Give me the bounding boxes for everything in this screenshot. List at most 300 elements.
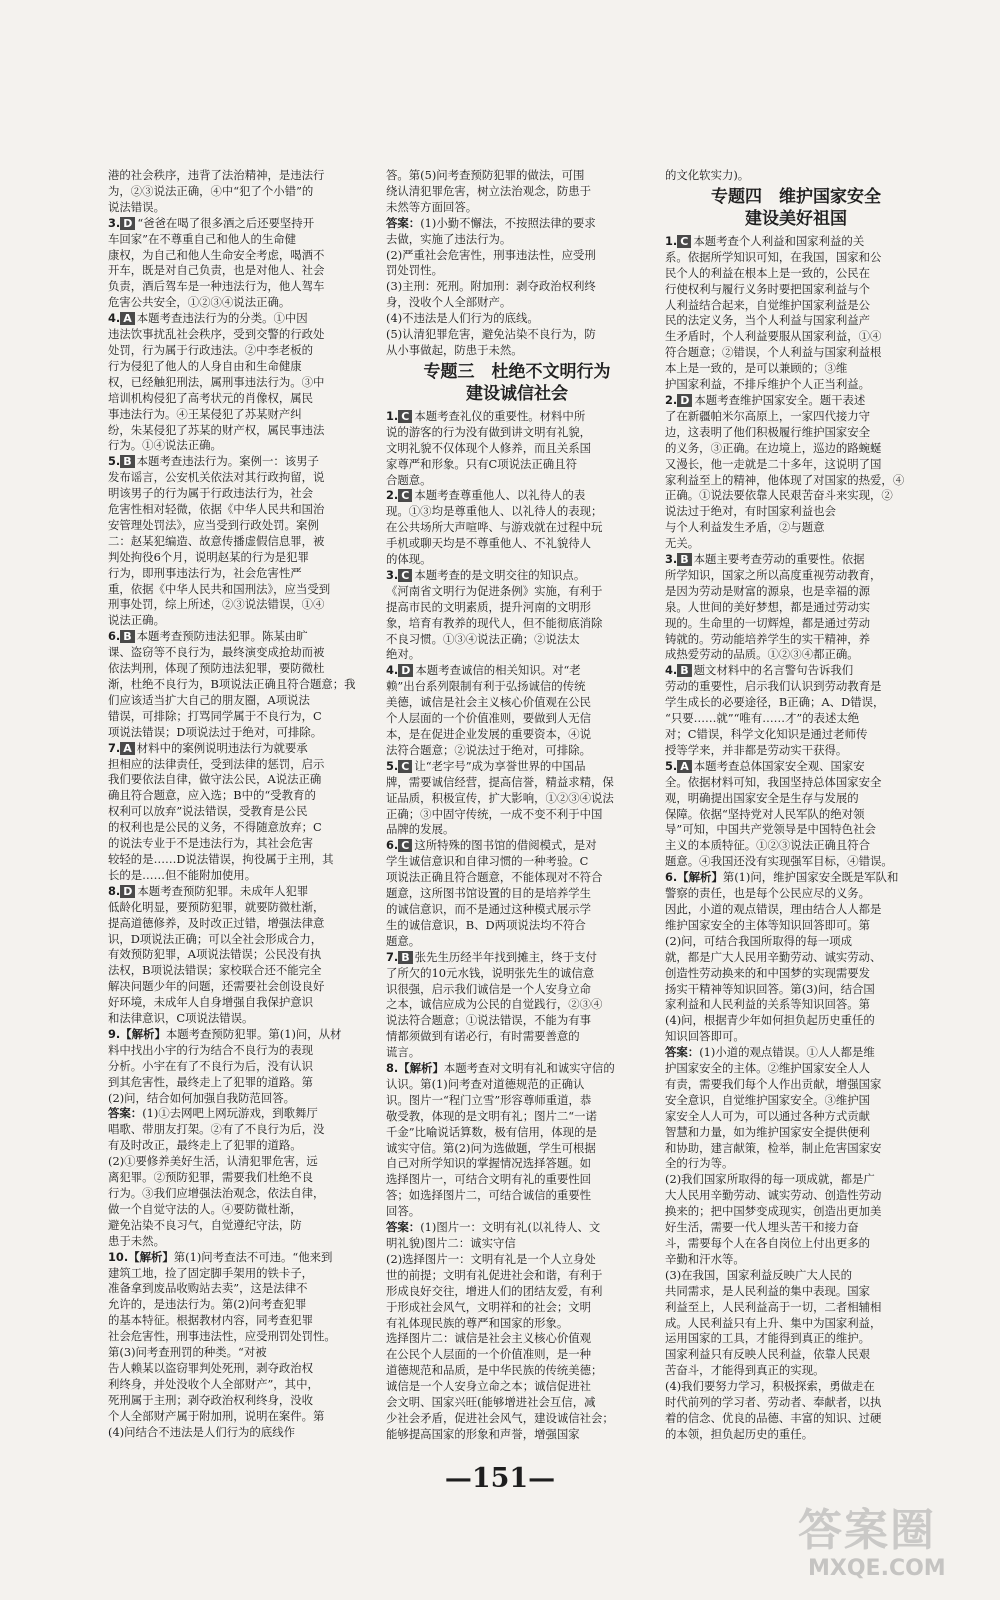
question-line [108,279,370,295]
question-line [108,438,370,454]
question-line [386,934,648,950]
question-number: 8. [108,883,121,898]
answer-text: 会文明、国家兴旺(能够增进社会互信，减 [386,1395,596,1410]
question-text: (4)问结合不违法是人们行为的底线作 [108,1424,295,1439]
topic-heading [386,361,648,405]
question-line [108,502,370,518]
question-line [108,1393,370,1409]
answer-text: (3)主刑：死刑。附加刑：剥夺政治权利终 [386,279,596,294]
question-number: 6. [665,870,678,885]
answer-text: 有及时改正，最终走上了犯罪的道路。 [108,1138,302,1153]
question-text: 低龄化明显，要预防犯罪，就要防微杜渐， [108,899,325,914]
question-line [108,725,370,741]
question-line [386,520,648,536]
question-text: 边，这表明了他们积极履行维护国家安全 [665,424,871,439]
question-line [386,441,648,457]
question-text: 本题考查的是文明交往的知识点。 [414,567,586,582]
question-text: 提高市民的文明素质，提升河南的文明形 [386,599,592,614]
answer-text: (2)严重社会危害性，刑事违法性，应受刑 [386,247,596,262]
question-text: 康权，为自己和他人生命安全考虑，喝酒不 [108,247,325,262]
question-number: 1. [665,233,678,248]
answer-line [108,1106,370,1122]
question-text: 认识。第(1)问考查对道德规范的正确认 [386,1076,585,1091]
question-text: 证品质，积极宣传，扩大影响，①②③④说法 [386,790,614,805]
question-text: 法符合题意；②说法过于绝对，可排除。 [386,742,592,757]
answer-line [386,1220,648,1236]
question-line [386,1013,648,1029]
question-line [386,886,648,902]
answer-badge: B [120,455,134,468]
question-text: 渐，杜绝不良行为，B项说法正确且符合题意；我 [108,677,356,691]
question-text: 有效预防犯罪，A项说法错误；公民没有执 [108,947,322,962]
answer-badge: A [677,760,692,773]
question-line [386,1109,648,1125]
answer-badge: C [398,410,412,423]
question-text: 本题考查个人利益和国家利益的关 [693,233,865,248]
answer-line [108,1154,370,1170]
answer-line [665,1284,927,1300]
question-text: (2)问，可结合我国所取得的每一项成 [665,933,852,948]
question-number: 7. [386,949,399,964]
question-line [665,473,927,489]
question-line [108,741,370,757]
answer-label: 答案： [665,1045,700,1060]
question-item [108,216,370,311]
question-text: 行为，即刑事违法行为，社会危害性严 [108,565,302,580]
question-line [386,807,648,823]
question-text: 全。依据材料可知，我国坚持总体国家安全 [665,774,882,789]
question-text: 车回家”在不尊重自己和他人的生命健 [108,231,297,246]
answer-text: 离犯罪。②预防犯罪，需要我们杜绝不良 [108,1170,314,1185]
question-number: 6. [386,838,399,853]
answer-label: 答案： [386,1220,421,1235]
question-text: 维护国家安全的主体等知识回答即可。第 [665,917,871,932]
question-line [108,1297,370,1313]
question-line [665,266,927,282]
question-line [386,997,648,1013]
question-text: 二：赵某犯编造、故意传播虚假信息罪，被 [108,533,325,548]
answer-text: 换来的；把中国梦变成现实，创造出更加美 [665,1204,882,1219]
question-text: 第(3)问考查刑罚的种类。“对被 [108,1345,267,1360]
question-line [108,1313,370,1329]
question-text: 本题考查预防违法犯罪。陈某由旷 [136,629,308,644]
question-text: 题意。④我国还没有实现强军目标，④错误。 [665,854,893,869]
question-text: 张先生历经半年找到摊主，终于支付 [414,949,597,964]
question-text: 保障。依据“坚持党对人民军队的绝对领 [665,806,865,821]
question-number: 5. [665,758,678,773]
question-text: 危害公共安全，①②③④说法正确。 [108,295,291,310]
answer-line [386,1252,648,1268]
question-item [386,409,648,489]
answer-text: 患于未然。 [108,1233,165,1248]
question-text: 又漫长，他一走就是二十多年，这说明了国 [665,456,882,471]
answer-line [108,1122,370,1138]
question-line [665,822,927,838]
question-text: 第(1)问，维护国家安全既是军队和 [722,870,899,885]
question-line [108,1345,370,1361]
answer-text: 大人民用辛勤劳动、诚实劳动、创造性劳动 [665,1188,882,1203]
answer-line [665,1347,927,1363]
answer-text: 有礼体现民族的尊严和国家的形象。 [386,1315,569,1330]
question-text: 敬受教，体现的是文明有礼；图片二“一诺 [386,1108,597,1123]
question-text: 本上是一致的，是可以兼顾的；③维 [665,361,848,376]
question-line [665,457,927,473]
answer-text: 全的行为等。 [665,1156,734,1171]
question-line [386,1172,648,1188]
question-text: 题意，这所图书馆设置的目的是培养学生 [386,886,592,901]
question-line [108,916,370,932]
page-number: —151— [444,1463,556,1494]
question-line [386,457,648,473]
question-line [108,852,370,868]
analysis-tag: 【解析】 [120,1026,166,1041]
question-text: 对；C错误，科学文化知识是通过老师传 [665,727,868,741]
question-line [386,854,648,870]
answer-text: 选择图片二：诚信是社会主义核心价值观 [386,1331,592,1346]
continued-line: 绕认清犯罪危害，树立法治观念，防患于 [386,183,592,198]
question-text: 人利益结合起来，自觉维护国家利益是公 [665,297,871,312]
question-line [386,1188,648,1204]
question-line [108,295,370,311]
question-text: 材料中的案例说明违法行为就要承 [136,740,308,755]
question-text: 利终身，并处没收个人全部财产”，其中， [108,1376,319,1391]
question-line [108,327,370,343]
question-text: 个人全部财产属于附加刑，说明在案件。第 [108,1408,325,1423]
question-number: 9. [108,1026,121,1041]
question-text: 担相应的法律责任，受到法律的惩罚，启示 [108,756,325,771]
question-text: 主义的本质特征。①②③说法正确且符合 [665,838,871,853]
answer-badge: C [398,569,412,582]
question-line [386,568,648,584]
question-text: (2)问，结合如何加强自我防范回答。 [108,1090,295,1105]
question-line [386,775,648,791]
answer-badge: B [120,630,134,643]
answer-line [386,216,648,232]
question-text: 答；如选择图片二，可结合诚信的重要性 [386,1188,592,1203]
answer-text: 避免沾染不良习气，自觉遵纪守法，防 [108,1217,302,1232]
question-line [665,791,927,807]
question-line [386,870,648,886]
answer-text: 道德规范和品质，是中华民族的传统美德； [386,1363,603,1378]
question-line [108,375,370,391]
answer-text: (5)认清犯罪危害，避免沾染不良行为，防 [386,327,596,342]
question-text: 允许的，是违法行为。第(2)问考查犯罪 [108,1297,307,1312]
answer-line [665,1268,927,1284]
question-text: 自己对所学知识的掌握情况选择答题。如 [386,1156,592,1171]
answer-badge: D [120,217,135,230]
answer-line [665,1316,927,1332]
answer-text: 安全意识，自觉维护国家安全。③维护国 [665,1092,871,1107]
question-text: 识。图片一“程门立雪”形容尊师重道，恭 [386,1092,592,1107]
analysis-tag: 【解析】 [677,870,723,885]
answer-line [386,1300,648,1316]
topic-heading-line: 建设诚信社会 [466,383,568,404]
question-line [386,1093,648,1109]
question-text: 开车，既是对自己负责，也是对他人、社会 [108,263,325,278]
question-text: 生矛盾时，个人利益要服从国家利益，①④ [665,329,882,344]
question-number: 3. [665,552,678,567]
question-line [665,695,927,711]
question-item [108,884,370,1027]
question-line [108,486,370,502]
question-line [108,470,370,486]
question-text: 安管理处罚法》，应当受到行政处罚。案例 [108,517,319,532]
question-line [386,473,648,489]
answer-line [665,1204,927,1220]
question-number: 4. [386,663,399,678]
question-line [108,566,370,582]
analysis-tag: 【解析】 [398,1061,444,1076]
question-line [386,1077,648,1093]
analysis-tag: 【解析】 [128,1249,174,1264]
question-text: 绝对。 [386,647,421,662]
question-line [665,711,927,727]
question-line [665,552,927,568]
question-line [108,661,370,677]
answer-line [386,1363,648,1379]
answer-text: 运用国家的工具，才能得到真正的维护。 [665,1331,871,1346]
answer-line [386,248,648,264]
answer-line [386,1284,648,1300]
question-line [665,663,927,679]
question-item [386,838,648,949]
question-text: 护国家利益，不排斥维护个人正当利益。 [665,377,871,392]
question-item [108,454,370,629]
question-text: 现。①③均是尊重他人、以礼待人的表现； [386,504,603,519]
question-text: 情都须做到有诺必行，有时需要善意的 [386,1029,580,1044]
question-text: 在公共场所大声喧哗、与游戏就在过程中玩 [386,520,603,535]
question-text: 品牌的发展。 [386,822,455,837]
question-line [386,695,648,711]
question-line [386,1061,648,1077]
question-line [108,454,370,470]
question-text: 建筑工地，捡了固定脚手架用的铁卡子， [108,1265,314,1280]
question-line [108,804,370,820]
question-text: “只要……就”“唯有……才”的表述太绝 [665,711,860,726]
question-item [665,870,927,1443]
question-text: 了所欠的10元水钱，说明张先生的诚信意 [386,965,595,980]
question-line [386,616,648,632]
answer-text: 罚处罚性。 [386,263,443,278]
question-line [108,343,370,359]
answer-line [665,1236,927,1252]
answer-text: 辛勤和汗水等。 [665,1251,745,1266]
question-line [108,820,370,836]
question-line [108,311,370,327]
question-text: 纷，朱某侵犯了苏某的财产权，属民事违法 [108,422,325,437]
question-line [386,425,648,441]
question-line [108,1043,370,1059]
question-line [386,1125,648,1141]
question-text: 学生成长的必要途径，B正确；A、D错误， [665,695,885,710]
answer-line [108,1202,370,1218]
question-line [108,772,370,788]
question-text: 课、盗窃等不良行为，最终演变成抢劫而被 [108,645,325,660]
answer-line [665,1188,927,1204]
question-line [108,963,370,979]
question-line [665,441,927,457]
answer-text: (1)小勤不懈法，不按照法律的要求 [420,215,596,230]
column-3 [665,168,927,1443]
question-text: 个人层面的一个价值准则，要做到人无信 [386,711,592,726]
answer-badge: D [677,394,692,407]
question-text: 说法符合题意；①说法错误，不能为有事 [386,1013,592,1028]
question-text: 的体现。 [386,552,432,567]
question-text: 民的法定义务，当个人利益与国家利益产 [665,313,871,328]
answer-text: 有责，需要我们每个人作出贡献，增强国家 [665,1076,882,1091]
question-item [665,552,927,663]
question-number: 10. [108,1249,129,1264]
question-number: 3. [108,215,121,230]
answer-line [665,1220,927,1236]
question-number: 3. [386,567,399,582]
question-line [386,552,648,568]
question-text: 了在新疆帕米尔高原上，一家四代接力守 [665,408,871,423]
question-text: 刑事处罚，综上所述，②③说法错误，①④ [108,597,325,612]
answer-line [386,1427,648,1443]
watermark-logo-text: 答案圈 [798,1505,936,1556]
answer-line [665,1093,927,1109]
answer-line [665,1411,927,1427]
question-text: 本题考查预防犯罪。第(1)问，从材 [165,1026,342,1041]
question-line [108,582,370,598]
question-line [108,613,370,629]
question-number: 4. [108,311,121,326]
question-number: 2. [665,392,678,407]
answer-text: (1)小道的观点错误。①人人都是维 [699,1045,875,1060]
question-text: 合题意。 [386,472,432,487]
question-text: 解决问题少年的问题，还需要社会创设良好 [108,979,325,994]
question-text: 千金”比喻说话算数，极有信用，体现的是 [386,1124,597,1139]
answer-badge: C [398,839,412,852]
answer-badge: B [398,951,412,964]
question-text: 铸就的。劳动能培养学生的实干精神，养 [665,631,871,646]
answer-line [665,1077,927,1093]
question-text: 题意。 [386,933,421,948]
question-number: 1. [386,408,399,423]
question-line [108,597,370,613]
question-line [386,950,648,966]
question-line [665,902,927,918]
question-text: 正确。①说法要依靠人民艰苦奋斗来实现，② [665,488,893,503]
question-line [665,886,927,902]
question-line [108,407,370,423]
answer-line [665,1172,927,1188]
question-line [108,534,370,550]
topic-heading-line: 专题四 维护国家安全 [711,186,881,207]
answer-text: 国家利益只有反映人民利益，依靠人民艰 [665,1347,871,1362]
question-line [665,632,927,648]
question-text: 回答。 [386,1204,421,1219]
answer-text: 斗，需要每个人在各自岗位上付出更多的 [665,1236,871,1250]
question-line [665,950,927,966]
question-line [665,854,927,870]
question-line [386,647,648,663]
question-text: 创造性劳动换来的和中国梦的实现需要发 [665,965,871,980]
question-text: 这所特殊的图书馆的借阅模式，是对 [414,838,597,853]
question-line [386,1204,648,1220]
answer-line [665,1427,927,1443]
answer-badge: A [120,742,135,755]
question-line [108,1011,370,1027]
question-text: 事违法行为。④王某侵犯了苏某财产纠 [108,406,302,421]
question-line [386,536,648,552]
question-number: 5. [386,758,399,773]
question-text: 警察的责任，也是每个公民应尽的义务。 [665,886,871,901]
answer-text: 成。人民利益只有上升、集中为国家利益， [665,1315,882,1330]
question-line [665,600,927,616]
question-line [386,1141,648,1157]
question-line [108,677,370,693]
question-line [108,693,370,709]
question-text: 就，都是广大人民用辛勤劳动、诚实劳动、 [665,949,882,964]
answer-line [665,1141,927,1157]
question-line [108,788,370,804]
answer-text: 在公民个人层面的一个价值准则，是一种 [386,1347,592,1362]
question-line [386,1045,648,1061]
answer-line [386,1236,648,1252]
answer-line [386,311,648,327]
question-text: 本题考查对文明有礼和诚实守信的 [443,1061,615,1076]
answer-badge: D [398,664,413,677]
question-text: 料中找出小宇的行为结合不良行为的表现 [108,1042,314,1057]
question-line [108,263,370,279]
question-line [108,518,370,534]
answer-line [108,1138,370,1154]
answer-line [665,1125,927,1141]
answer-text: (2)我们国家所取得的每一项成就，都是广 [665,1172,875,1187]
answer-text: 时代前列的学习者、劳动者、奉献者，以执 [665,1395,882,1410]
question-text: 是因为劳动是财富的源泉，也是幸福的源 [665,583,871,598]
question-line [665,870,927,886]
question-line [665,504,927,520]
question-number: 4. [665,663,678,678]
question-text: 观，明确提出国家安全是生存与发展的 [665,790,859,805]
question-text: 让“老字号”成为享誉世界的中国品 [414,758,586,773]
question-line [386,822,648,838]
question-line [665,997,927,1013]
answer-text: 明礼貌)图片二：诚实守信 [386,1236,516,1250]
question-item [665,759,927,870]
answer-badge: D [120,885,135,898]
answer-line [386,1379,648,1395]
question-line [386,791,648,807]
answer-text: 唱歌、带朋友打架。②有了不良行为后，没 [108,1122,325,1137]
question-item [386,1061,648,1443]
question-item [665,393,927,552]
question-line [665,329,927,345]
question-text: 发布谣言，公安机关依法对其行政拘留，说 [108,470,325,485]
question-item [108,311,370,454]
answer-line [386,263,648,279]
question-text: 本题考查总体国家安全观、国家安 [693,758,865,773]
answer-text: 身，没收个人全部财产。 [386,295,512,310]
question-number: 2. [386,488,399,503]
question-line [386,902,648,918]
topic-heading [665,186,927,230]
question-line [386,679,648,695]
question-line [108,1091,370,1107]
question-item [108,1027,370,1250]
question-text: (4)问，根据青少年如何担负起历史重任的 [665,1013,875,1028]
topic-heading-line: 专题三 杜绝不文明行为 [423,361,611,382]
question-line [108,995,370,1011]
answer-text: 共同需求，是人民利益的集中表现。国家 [665,1283,871,1298]
answer-text: 诚信是一个人安身立命之本；诚信促进社 [386,1379,592,1394]
question-text: 我们要依法自律，做守法公民，A说法正确 [108,772,322,787]
question-text: 本题考查预防犯罪。未成年人犯罪 [137,883,309,898]
question-line [386,584,648,600]
